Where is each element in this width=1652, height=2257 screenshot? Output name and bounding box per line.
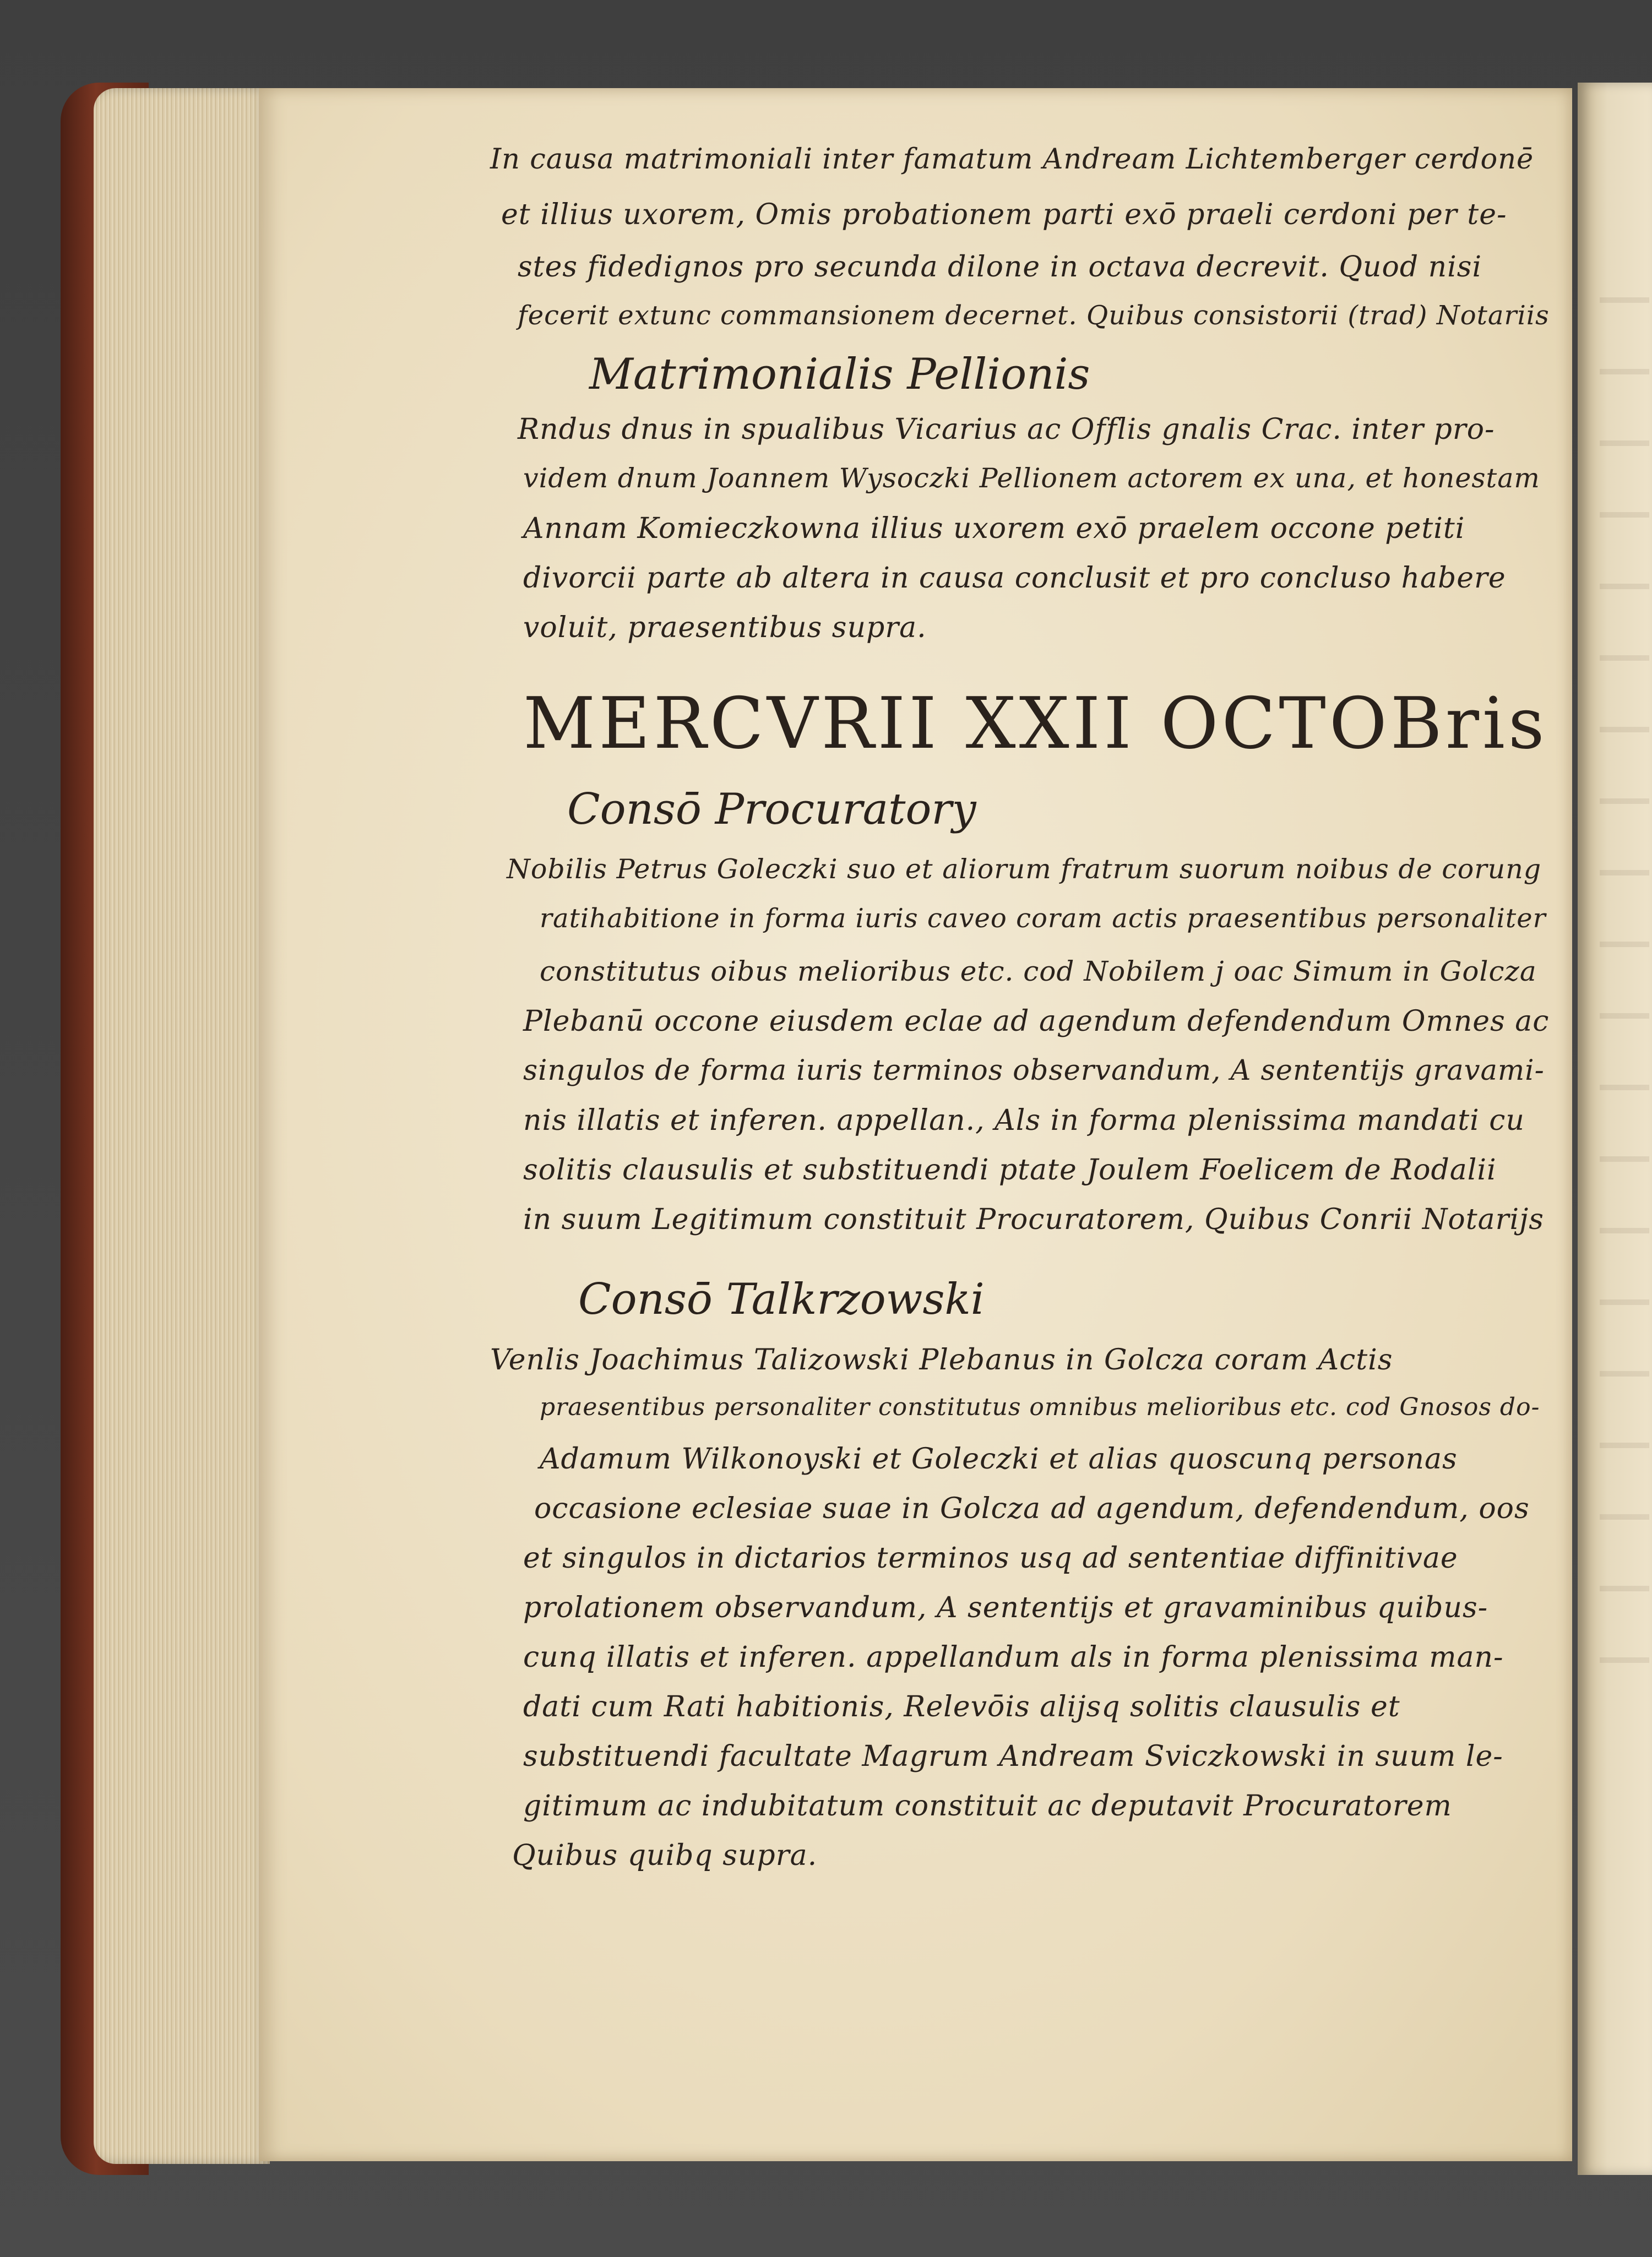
entry3-line-6: nis illatis et inferen. appellan., Als in forma plenissima mandati cu [523,1104,1525,1137]
entry2-line-5: voluit, praesentibus supra. [523,611,927,644]
entry4-line-10: gitimum ac indubitatum constituit ac deputavit Procuratorem [523,1790,1452,1823]
entry4-line-7: cunq illatis et inferen. appellandum als in forma plenissima man- [523,1641,1504,1674]
manuscript-page [259,88,1572,2161]
entry4-line-6: prolationem observandum, A sententijs et gravaminibus quibus- [523,1591,1488,1624]
entry2-line-3: Annam Komieczkowna illius uxorem exō praelem occone petiti [523,512,1465,545]
entry4-line-11: Quibus quibq supra. [512,1839,818,1872]
entry4-line-1: Venlis Joachimus Talizowski Plebanus in Golcza coram Actis [490,1344,1393,1377]
date-heading: MERCVRII XXII OCTOBris [523,683,1548,765]
entry3-line-2: ratihabitione in forma iuris caveo coram actis praesentibus personaliter [540,903,1546,934]
entry3-line-5: singulos de forma iuris terminos observandum, A sententijs gravami- [523,1054,1545,1087]
entry4-line-5: et singulos in dictarios terminos usq ad sententiae diffinitivae [523,1542,1458,1575]
heading-talkrzowski: Consō Talkrzowski [578,1275,985,1324]
entry3-line-4: Plebanū occone eiusdem eclae ad agendum defendendum Omnes ac [523,1005,1550,1038]
entry3-line-7: solitis clausulis et substituendi ptate Joulem Foelicem de Rodalii [523,1154,1497,1187]
entry4-line-3: Adamum Wilkonoyski et Goleczki et alias quoscunq personas [540,1443,1458,1476]
entry1-line-2: et illius uxorem, Omis probationem parti exō praeli cerdoni per te- [501,198,1507,231]
entry1-line-4: fecerit extunc commansionem decernet. Quibus consistorii (trad) Notariis [518,300,1550,331]
entry4-line-8: dati cum Rati habitionis, Relevōis alijsq solitis clausulis et [523,1690,1400,1723]
entry1-line-3: stes fidedignos pro secunda dilone in octava decrevit. Quod nisi [518,251,1482,284]
entry2-line-4: divorcii parte ab altera in causa conclusit et pro concluso habere [523,562,1506,595]
entry4-line-2: praesentibus personaliter constitutus omnibus melioribus etc. cod Gnosos do- [540,1393,1540,1421]
page-edges [94,88,270,2164]
entry1-line-1: In causa matrimoniali inter famatum Andream Lichtemberger cerdonē [490,143,1534,176]
entry4-line-9: substituendi facultate Magrum Andream Sviczkowski in suum le- [523,1740,1503,1773]
facing-page-text-shadow [1600,231,1649,1663]
manuscript-text [259,88,1572,2161]
heading-matrimonialis: Matrimonialis Pellionis [589,350,1090,399]
entry3-line-8: in suum Legitimum constituit Procuratorem, Quibus Conrii Notarijs [523,1203,1544,1236]
entry2-line-1: Rndus dnus in spualibus Vicarius ac Offlis gnalis Crac. inter pro- [518,413,1495,446]
heading-procuratory: Consō Procuratory [567,785,976,834]
entry2-line-2: videm dnum Joannem Wysoczki Pellionem actorem ex una, et honestam [523,463,1540,494]
entry4-line-4: occasione eclesiae suae in Golcza ad agendum, defendendum, oos [534,1492,1530,1525]
entry3-line-1: Nobilis Petrus Goleczki suo et aliorum fratrum suorum noibus de corung [507,853,1542,885]
entry3-line-3: constitutus oibus melioribus etc. cod Nobilem j oac Simum in Golcza [540,955,1537,987]
